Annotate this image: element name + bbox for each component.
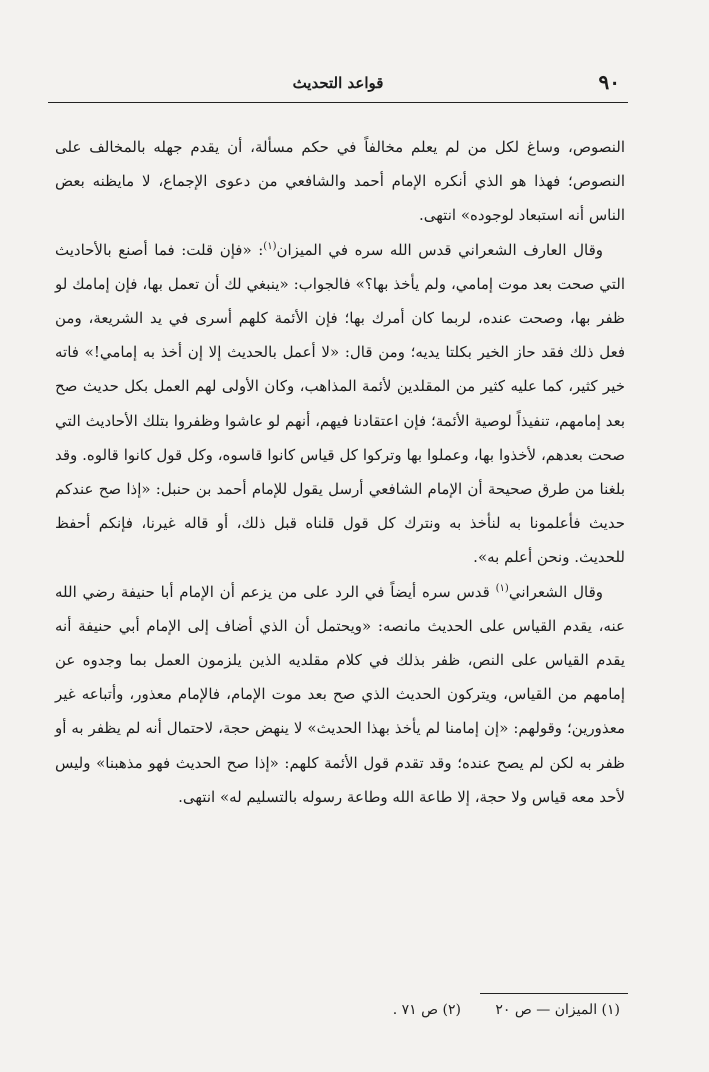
paragraph-2-rest: : «فإن قلت: فما أصنع بالأحاديث التي صحت بعد موت إمامي، ولم يأخذ بها؟» فالجواب: «ينبغي لك أن تعمل بها، فإن إمامك لو ظفر بها، وصحت عنده، لربما كان أمرك بها؛ فإن الأئمة كلهم أسرى في يد الشريعة، ومن فعل ذلك فقد حاز الخير بكلتا يديه؛ ومن قال: «لا أعمل بالحديث إلا إن أخذ به إمامي!» فاته خير كثير، كما عليه كثير من المقلدين لأئمة المذاهب، وكان الأولى لهم العمل بكل حديث صح بعد إمامهم، تنفيذاً لوصية الأئمة؛ فإن اعتقادنا فيهم، أنهم لو عاشوا وظفروا بتلك الأحاديث التي صحت بعدهم، لأخذوا بها، وعملوا بها وتركوا كل قياس كانوا قاسوه، وكل قول كانوا قالوه. وقد بلغنا من طرق صحيحة أن الإمام الشافعي أرسل يقول للإمام أحمد بن حنبل: «إذا صح عندكم حديث فأعلمونا به لنأخذ به ونترك كل قول قلناه قبل ذلك، أو قاله غيرنا، فإنكم أحفظ للحديث. ونحن أعلم به».	[55, 240, 625, 567]
paragraph-3-rest: قدس سره أيضاً في الرد على من يزعم أن الإمام أبا حنيفة رضي الله عنه، يقدم القياس على الحديث مانصه: «ويحتمل أن الذي أضاف إلى الإمام أبي حنيفة أنه يقدم القياس على النص، ظفر بذلك في كلام مقلديه الذين يلزمون العمل بما وجدوه عن إمامهم من القياس، ويتركون الحديث الذي صح بعد موت الإمام، فالإمام معذور، وأتباعه غير معذورين؛ وقولهم: «إن إمامنا لم يأخذ بهذا الحديث» لا ينهض حجة، لاحتمال أنه لم يظفر به أو ظفر به لكن لم يصح عنده؛ وقد تقدم قول الأئمة كلهم: «إذا صح الحديث فهو مذهبنا» وليس لأحد معه قياس ولا حجة، إلا طاعة الله وطاعة رسوله بالتسليم له» انتهى.	[55, 582, 625, 806]
paragraph-1: النصوص، وساغ لكل من لم يعلم مخالفاً في حكم مسألة، أن يقدم جهله بالمخالف على النصوص؛ فهذا هو الذي أنكره الإمام أحمد والشافعي من دعوى الإجماع، لا مايظنه بعض الناس أنه استبعاد لوجوده» انتهى.	[55, 138, 625, 225]
running-title: قواعد التحديث	[292, 74, 384, 92]
footnote-2: (٢) ص ٧١ .	[392, 1002, 461, 1018]
header-rule	[48, 102, 628, 103]
footnotes	[320, 1000, 620, 1020]
footnote-rule	[480, 993, 628, 994]
footnote-1: (١) الميزان — ص ٢٠	[495, 1002, 620, 1018]
body-text	[55, 130, 625, 814]
footnote-ref: (١)	[263, 240, 277, 252]
paragraph-3-lead: وقال الشعراني	[508, 582, 603, 601]
paragraph-2-lead: وقال العارف الشعراني قدس الله سره في الميزان	[276, 240, 603, 259]
page-header	[48, 68, 628, 102]
paragraph-2	[55, 233, 625, 575]
page-number: ٩٠	[598, 70, 620, 94]
paragraph-3	[55, 575, 625, 814]
footnote-ref: (١)	[495, 582, 509, 594]
